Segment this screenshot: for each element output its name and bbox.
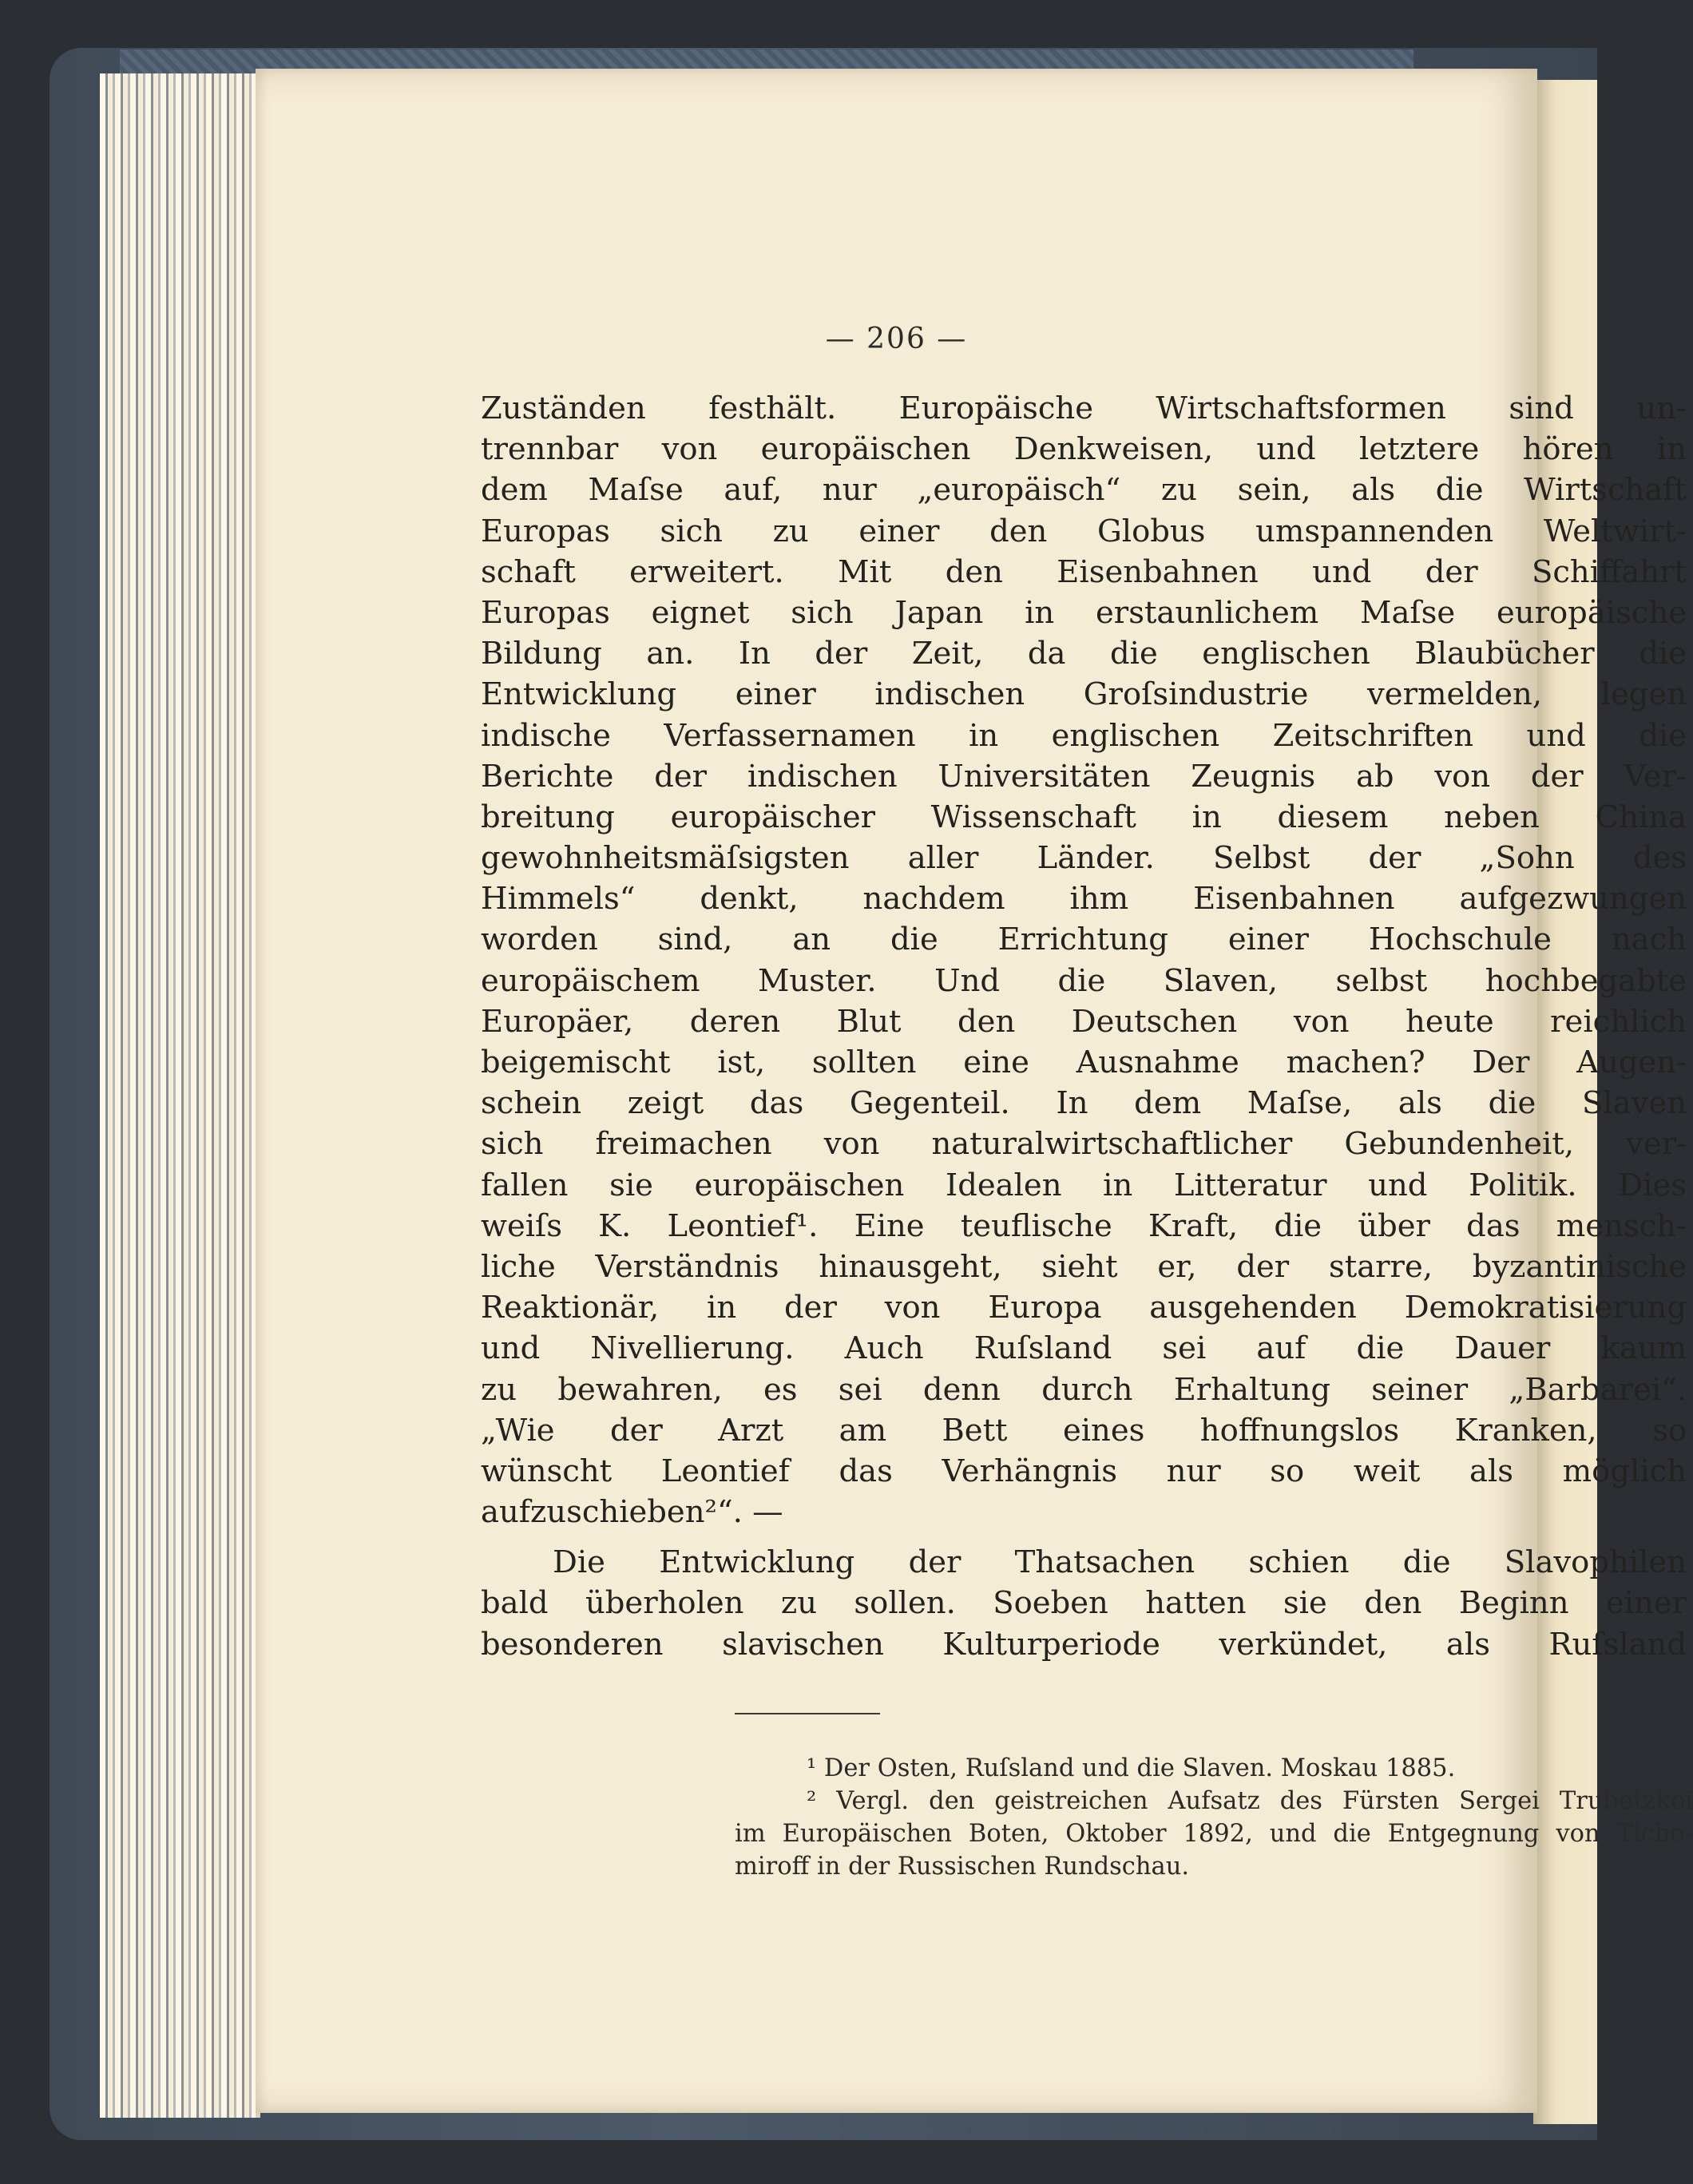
text-line: sich freimachen von naturalwirtschaftlicher Gebundenheit, ver- (481, 1126, 1687, 1163)
text-line: Bildung an. In der Zeit, da die englischen Blaubücher die (481, 636, 1687, 672)
body-text (481, 388, 1687, 1665)
footnote-divider (735, 1713, 880, 1714)
paragraph-2 (481, 1542, 1687, 1665)
text-line: trennbar von europäischen Denkweisen, und letztere hören in (481, 431, 1687, 468)
text-line: worden sind, an die Errichtung einer Hochschule nach (481, 922, 1687, 958)
text-line: europäischem Muster. Und die Slaven, selbst hochbegabte (481, 962, 1687, 999)
text-line: besonderen slavischen Kulturperiode verkündet, als Ruſsland (481, 1626, 1687, 1663)
text-line: wünscht Leontief das Verhängnis nur so weit als möglich (481, 1453, 1687, 1489)
text-line: „Wie der Arzt am Bett eines hoffnungslos Kranken, so (481, 1412, 1687, 1449)
text-line: breitung europäischer Wissenschaft in diesem neben China (481, 799, 1687, 835)
text-line: Europas sich zu einer den Globus umspannenden Weltwirt- (481, 513, 1687, 549)
text-line: Zuständen festhält. Europäische Wirtschaftsformen sind un- (481, 390, 1687, 426)
text-line: schein zeigt das Gegenteil. In dem Maſse, als die Slaven (481, 1085, 1687, 1122)
page-edges-stack (100, 73, 260, 2118)
text-line: Europäer, deren Blut den Deutschen von heute reichlich (481, 1003, 1687, 1040)
text-line: weiſs K. Leontief¹. Eine teuflische Kraft, die über das mensch- (481, 1207, 1687, 1244)
text-line: gewohnheitsmäſsigsten aller Länder. Selbst der „Sohn des (481, 840, 1687, 877)
footnote-2-continued: miroff in der Russischen Rundschau. (735, 1853, 1190, 1881)
text-line: beigemischt ist, sollten eine Ausnahme machen? Der Augen- (481, 1044, 1687, 1080)
paragraph-1 (481, 388, 1687, 1532)
page-number: — 206 — (825, 323, 968, 355)
text-line: indische Verfassernamen in englischen Zeitschriften und die (481, 717, 1687, 754)
text-line: und Nivellierung. Auch Ruſsland sei auf die Dauer kaum (481, 1330, 1687, 1367)
paragraph-gap (481, 1532, 1687, 1542)
text-line: Reaktionär, in der von Europa ausgehenden Demokratisierung (481, 1290, 1687, 1326)
text-line: schaft erweitert. Mit den Eisenbahnen und der Schiffahrt (481, 553, 1687, 590)
footnote-2-continued: im Europäischen Boten, Oktober 1892, und die Entgegnung von Ticho- (735, 1820, 1693, 1848)
footnote-2: ² Vergl. den geistreichen Aufsatz des Fürsten Sergei Trubetzkoi (807, 1787, 1693, 1815)
text-line: Die Entwicklung der Thatsachen schien die Slavophilen (553, 1544, 1687, 1581)
text-line: Berichte der indischen Universitäten Zeugnis ab von der Ver- (481, 758, 1687, 795)
text-line: Himmels“ denkt, nachdem ihm Eisenbahnen aufgezwungen (481, 881, 1687, 918)
footnote-1: ¹ Der Osten, Ruſsland und die Slaven. Moskau 1885. (807, 1754, 1456, 1782)
text-line: liche Verständnis hinausgeht, sieht er, der starre, byzantinische (481, 1248, 1687, 1285)
text-line: Europas eignet sich Japan in erstaunlichem Maſse europäische (481, 594, 1687, 631)
text-line: aufzuschieben²“. — (481, 1494, 783, 1531)
text-line: Entwicklung einer indischen Groſsindustrie vermelden, legen (481, 676, 1687, 713)
book-page (256, 69, 1693, 2113)
text-line: dem Maſse auf, nur „europäisch“ zu sein, als die Wirtschaft (481, 472, 1687, 509)
footnotes (735, 1752, 1693, 1883)
text-line: fallen sie europäischen Idealen in Litteratur und Politik. Dies (481, 1167, 1687, 1203)
text-line: bald überholen zu sollen. Soeben hatten sie den Beginn einer (481, 1585, 1687, 1622)
text-line: zu bewahren, es sei denn durch Erhaltung seiner „Barbarei“. (481, 1371, 1687, 1408)
